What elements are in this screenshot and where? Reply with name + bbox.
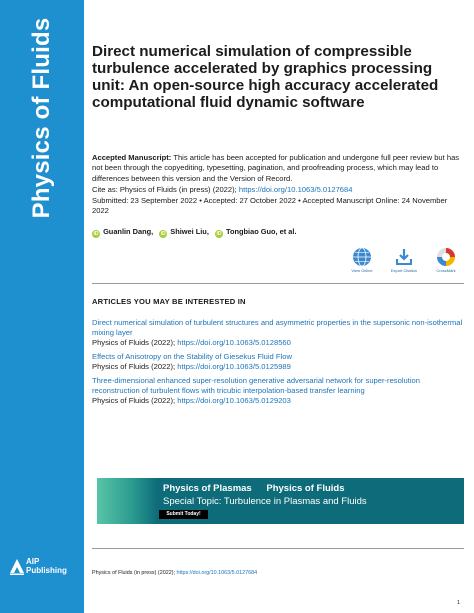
banner-journal-1: Physics of Plasmas xyxy=(163,483,252,494)
orcid-icon[interactable]: iD xyxy=(216,231,222,237)
related-article-title-link[interactable]: Effects of Anisotropy on the Stability of Giesekus Fluid Flow xyxy=(92,352,292,361)
aip-logo-line1: AIP xyxy=(26,557,40,566)
related-article-doi-link[interactable]: https://doi.org/10.1063/5.0128560 xyxy=(177,338,291,347)
globe-icon xyxy=(352,247,372,267)
citation-line xyxy=(92,185,462,195)
page-number: 1 xyxy=(457,600,460,606)
related-article-doi-link[interactable]: https://doi.org/10.1063/5.0125989 xyxy=(177,362,291,371)
aip-logo-icon xyxy=(10,559,24,575)
author-name[interactable]: Guanlin Dang, xyxy=(103,227,154,236)
banner-journals xyxy=(163,483,345,494)
banner-topic: Special Topic: Turbulence in Plasmas and Fluids xyxy=(163,496,367,507)
author-name[interactable]: Tongbiao Guo, et al. xyxy=(226,227,297,236)
related-article xyxy=(92,376,466,406)
accepted-manuscript-notice xyxy=(92,153,462,184)
related-article-title-link[interactable]: Three-dimensional enhanced super-resolution generative adversarial network for super-resolution reconstruction of turbulent flows with tricubic interpolation-based transfer learning xyxy=(92,376,420,395)
crossmark-icon xyxy=(436,247,456,267)
article-title: Direct numerical simulation of compressible turbulence accelerated by graphics processing unit: An open-source high accuracy accelerated computational fluid dynamic software xyxy=(92,43,439,111)
citation-prefix: Cite as: Physics of Fluids (in press) (2022); xyxy=(92,185,237,194)
footer-text: Physics of Fluids (in press) (2022); xyxy=(92,570,175,576)
banner-graphic xyxy=(97,478,157,524)
journal-sidebar xyxy=(0,0,84,613)
aip-logo-line2: Publishing xyxy=(26,566,67,575)
author-list xyxy=(92,227,297,238)
accepted-label: Accepted Manuscript: xyxy=(92,153,172,162)
special-topic-banner[interactable] xyxy=(97,478,464,524)
journal-name: Physics of Fluids xyxy=(28,17,55,219)
export-citation-label: Export Citation xyxy=(390,268,418,273)
citation-doi-link[interactable]: https://doi.org/10.1063/5.0127684 xyxy=(238,185,353,194)
related-articles-heading: ARTICLES YOU MAY BE INTERESTED IN xyxy=(92,297,246,306)
page-footer xyxy=(92,570,257,576)
related-article xyxy=(92,352,466,372)
divider xyxy=(92,283,464,284)
accepted-text: This article has been accepted for publication and undergone full peer review but has not been through the copyediting, typesetting, pagination, and proofreading process, which may lead to differences between this version and the Version of Record. xyxy=(92,153,460,183)
related-article-journal: Physics of Fluids (2022); xyxy=(92,338,176,347)
download-icon xyxy=(394,247,414,267)
author-name[interactable]: Shiwei Liu, xyxy=(170,227,209,236)
related-article-doi-link[interactable]: https://doi.org/10.1063/5.0129203 xyxy=(177,396,291,405)
related-article xyxy=(92,318,466,348)
banner-journal-2: Physics of Fluids xyxy=(266,483,345,494)
orcid-icon[interactable]: iD xyxy=(160,231,166,237)
related-article-journal: Physics of Fluids (2022); xyxy=(92,396,176,405)
export-citation-button[interactable] xyxy=(384,247,424,273)
related-article-title-link[interactable]: Direct numerical simulation of turbulent structures and asymmetric properties in the supersonic non-isothermal mixing layer xyxy=(92,318,463,337)
related-article-journal: Physics of Fluids (2022); xyxy=(92,362,176,371)
divider xyxy=(92,548,464,549)
view-online-label: View Online xyxy=(351,268,373,273)
crossmark-label: CrossMark xyxy=(436,268,456,273)
publication-dates: Submitted: 23 September 2022 • Accepted: 27 October 2022 • Accepted Manuscript Online: 24 November 2022 xyxy=(92,196,448,215)
orcid-icon[interactable]: iD xyxy=(93,231,99,237)
crossmark-button[interactable] xyxy=(426,247,466,273)
footer-doi-link[interactable]: https://doi.org/10.1063/5.0127684 xyxy=(176,570,258,576)
submit-today-button[interactable]: Submit Today! xyxy=(159,510,208,519)
view-online-button[interactable] xyxy=(342,247,382,273)
